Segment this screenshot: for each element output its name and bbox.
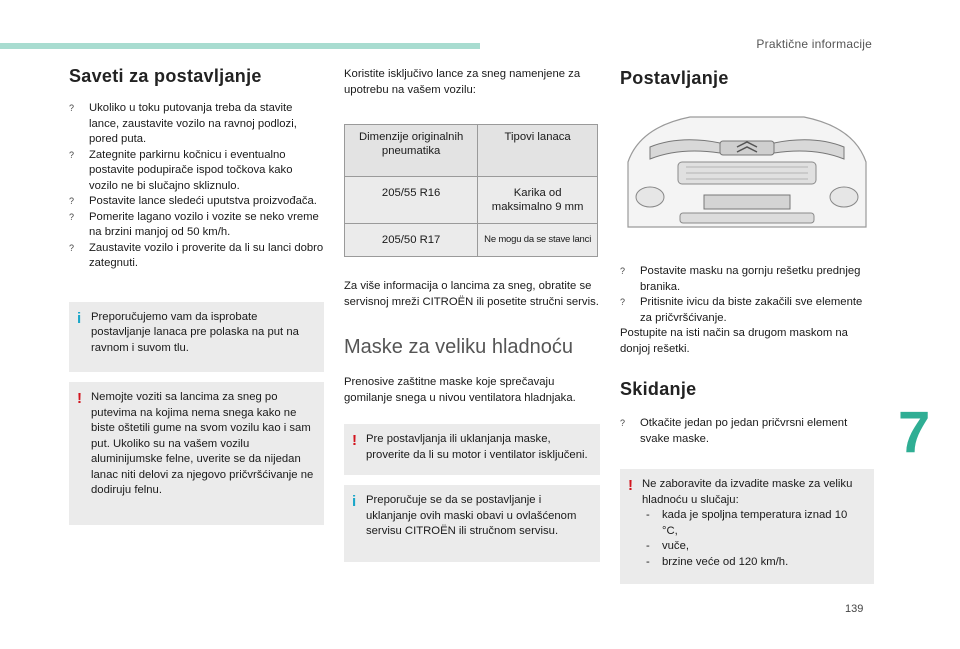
- section-title-masks: Maske za veliku hladnoću: [344, 336, 574, 358]
- list-item: ? Zaustavite vozilo i proverite da li su lanci dobro zategnuti.: [69, 241, 324, 269]
- chains-more-info: Za više informacija o lancima za sneg, obratite se servisnoj mreži CITROËN ili posetite stručni servis.: [344, 280, 599, 308]
- list-item: ? Otkačite jedan po jedan pričvrsni element svake maske.: [620, 417, 848, 445]
- remove-list: [620, 416, 874, 447]
- warning-conditions-list: [646, 508, 864, 570]
- column-masks-procedure: [620, 68, 874, 584]
- checkbox-bullet-icon: ?: [69, 242, 75, 253]
- checkbox-bullet-icon: ?: [69, 211, 75, 222]
- info-icon: i: [352, 493, 357, 510]
- table-header: Dimenzije originalnih pneumatika: [345, 125, 478, 177]
- table-cell: Ne mogu da se stave lanci: [478, 224, 598, 257]
- table-cell: 205/55 R16: [345, 177, 478, 224]
- table-cell: Karika od maksimalno 9 mm: [478, 177, 598, 224]
- info-icon: i: [77, 309, 82, 327]
- table-cell: 205/50 R17: [345, 224, 478, 257]
- list-item: ? Postavite masku na gornju rešetku prednjeg branika.: [620, 265, 861, 293]
- list-item: - brzine veće od 120 km/h.: [646, 555, 789, 568]
- page-number: 139: [845, 603, 864, 615]
- install-list: [620, 264, 874, 326]
- section-title-remove: Skidanje: [620, 379, 697, 399]
- list-item: - kada je spoljna temperatura iznad 10 °C,: [646, 509, 848, 537]
- header-accent-bar: [0, 43, 480, 49]
- chains-intro: Koristite isključivo lance za sneg namenjene za upotrebu na vašem vozilu:: [344, 68, 581, 96]
- list-item: ? Pritisnite ivicu da biste zakačili sve elemente za pričvršćivanje.: [620, 296, 863, 324]
- info-note: i Preporučuje se da se postavljanje i uklanjanje ovih maski obavi u ovlašćenom servisu CITROËN ili stručnom servisu.: [344, 485, 600, 562]
- warning-note: ! Pre postavljanja ili uklanjanja maske, proverite da li su motor i ventilator isključeni.: [344, 424, 600, 475]
- warning-icon: !: [628, 477, 633, 494]
- list-item: ? Pomerite lagano vozilo i vozite se neko vreme na brzini manjoj od 50 km/h.: [69, 210, 319, 238]
- list-item: ? Postavite lance sledeći uputstva proizvođača.: [69, 194, 324, 210]
- advice-list: [69, 101, 324, 272]
- masks-description: Prenosive zaštitne maske koje sprečavaju gomilanje snega u nivou ventilatora hladnjaka.: [344, 376, 576, 404]
- car-front-illustration: [620, 107, 874, 247]
- page-header-title: Praktične informacije: [756, 37, 872, 51]
- table-row: [345, 177, 598, 224]
- list-item: - vuče,: [646, 540, 690, 552]
- checkbox-bullet-icon: ?: [620, 266, 626, 276]
- table-row: [345, 224, 598, 257]
- warning-note: ! Nemojte voziti sa lancima za sneg po putevima na kojima nema snega kako ne biste oštetili gume na svom vozilu kao i sam put. Ukoliko su na vašem vozilu aluminijumske felne, uverite se da nijedan lanac niti delovi za njegovo pričvršćivanje ne dodiruju felnu.: [69, 382, 324, 525]
- checkbox-bullet-icon: ?: [620, 297, 626, 307]
- install-text: Postupite na isti način sa drugom maskom na donjoj rešetki.: [620, 327, 848, 355]
- section-title-install: Postavljanje: [620, 68, 729, 88]
- table-header: Tipovi lanaca: [478, 125, 598, 177]
- checkbox-bullet-icon: ?: [69, 149, 75, 160]
- checkbox-bullet-icon: ?: [69, 103, 75, 113]
- chains-table: [344, 124, 598, 257]
- warning-icon: !: [77, 390, 82, 407]
- list-item: ? Zategnite parkirnu kočnicu i eventualno postavite podupirače ispod točkova kako vozilo ne bi slučajno skliznulo.: [69, 148, 293, 192]
- section-title-advice: Saveti za postavljanje: [69, 66, 262, 86]
- chapter-number: 7: [898, 400, 931, 465]
- column-chains: [344, 67, 600, 562]
- checkbox-bullet-icon: ?: [620, 418, 626, 428]
- warning-note: ! Ne zaboravite da izvadite maske za veliku hladnoću u slučaju: - kada je spoljna temperatura iznad 10 °C, - vuče, - brzine veće od 120 km/h.: [620, 469, 874, 584]
- warning-icon: !: [352, 432, 357, 449]
- checkbox-bullet-icon: ?: [69, 196, 75, 206]
- list-item: ? Ukoliko u toku putovanja treba da stavite lance, zaustavite vozilo na ravnoj podlozi, pored puta.: [69, 102, 297, 145]
- info-note: i Preporučujemo vam da isprobate postavljanje lanaca pre polaska na put na ravnom i suvom tlu.: [69, 302, 324, 373]
- table-header-row: [345, 125, 598, 177]
- column-advice: [69, 60, 324, 525]
